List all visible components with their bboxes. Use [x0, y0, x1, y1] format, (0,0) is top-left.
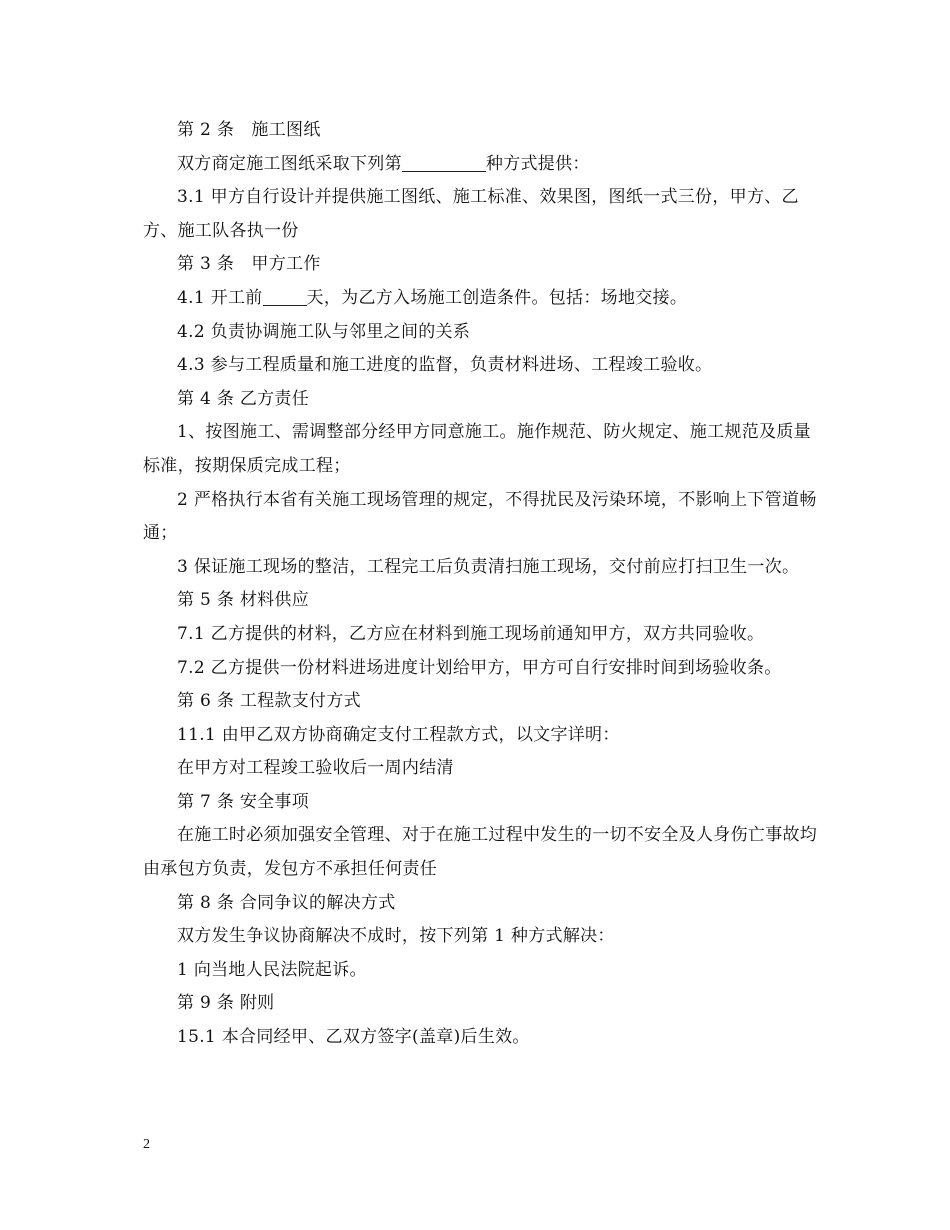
dispute-clause: 双方发生争议协商解决不成时，按下列第 1 种方式解决：	[177, 926, 615, 947]
obligation-1: 1、按图施工、需调整部分经甲方同意施工。施作规范、防火规定、施工规范及质量标准，按期保质完成工程；	[143, 422, 811, 476]
obligation-3: 3 保证施工现场的整洁，工程完工后负责清扫施工现场，交付前应打扫卫生一次。	[177, 556, 800, 577]
clause-15-1: 15.1 本合同经甲、乙双方签字(盖章)后生效。	[177, 1027, 530, 1048]
article-3-heading: 第 3 条 甲方工作	[177, 254, 321, 275]
clause-11-1: 11.1 由甲乙双方协商确定支付工程款方式，以文字详明：	[177, 724, 620, 745]
clause-4-3: 4.3 参与工程质量和施工进度的监督，负责材料进场、工程竣工验收。	[177, 355, 713, 376]
article-2-heading: 第 2 条 施工图纸	[177, 120, 321, 140]
clause-7-1: 7.1 乙方提供的材料，乙方应在材料到施工现场前通知甲方，双方共同验收。	[177, 623, 765, 644]
article-7-heading: 第 7 条 安全事项	[177, 791, 310, 812]
fill-in-blank	[263, 285, 307, 306]
dispute-option-1: 1 向当地人民法院起诉。	[177, 959, 367, 980]
clause-4-2: 4.2 负责协调施工队与邻里之间的关系	[177, 321, 471, 342]
clause-3-1: 3.1 甲方自行设计并提供施工图纸、施工标准、效果图，图纸一式三份，甲方、乙方、施工队各执一份	[143, 187, 799, 241]
obligation-2: 2 严格执行本省有关施工现场管理的规定，不得扰民及污染环境，不影响上下管道畅通；	[143, 489, 817, 544]
page-number: 2	[143, 1137, 150, 1152]
clause-4-1-text-end: 天，为乙方入场施工创造条件。包括：场地交接。	[306, 287, 688, 308]
clause-4-1-text: 4.1 开工前	[177, 287, 263, 308]
article-5-heading: 第 5 条 材料供应	[177, 590, 310, 611]
clause-4-1	[143, 282, 823, 316]
drawing-method-text-end: 种方式提供：	[485, 153, 590, 174]
clause-7-2: 7.2 乙方提供一份材料进场进度计划给甲方，甲方可自行安排时间到场验收条。	[177, 657, 782, 678]
article-9-heading: 第 9 条 附则	[177, 993, 275, 1014]
drawing-method-line	[143, 148, 823, 182]
contract-body	[143, 114, 823, 1055]
payment-terms: 在甲方对工程竣工验收后一周内结清	[177, 758, 454, 779]
article-4-heading: 第 4 条 乙方责任	[177, 388, 310, 409]
fill-in-blank	[402, 151, 486, 172]
safety-clause: 在施工时必须加强安全管理、对于在施工过程中发生的一切不安全及人身伤亡事故均由承包方负责，发包方不承担任何责任	[143, 825, 818, 880]
article-8-heading: 第 8 条 合同争议的解决方式	[177, 892, 396, 913]
article-6-heading: 第 6 条 工程款支付方式	[177, 691, 361, 712]
drawing-method-text: 双方商定施工图纸采取下列第	[177, 153, 402, 174]
